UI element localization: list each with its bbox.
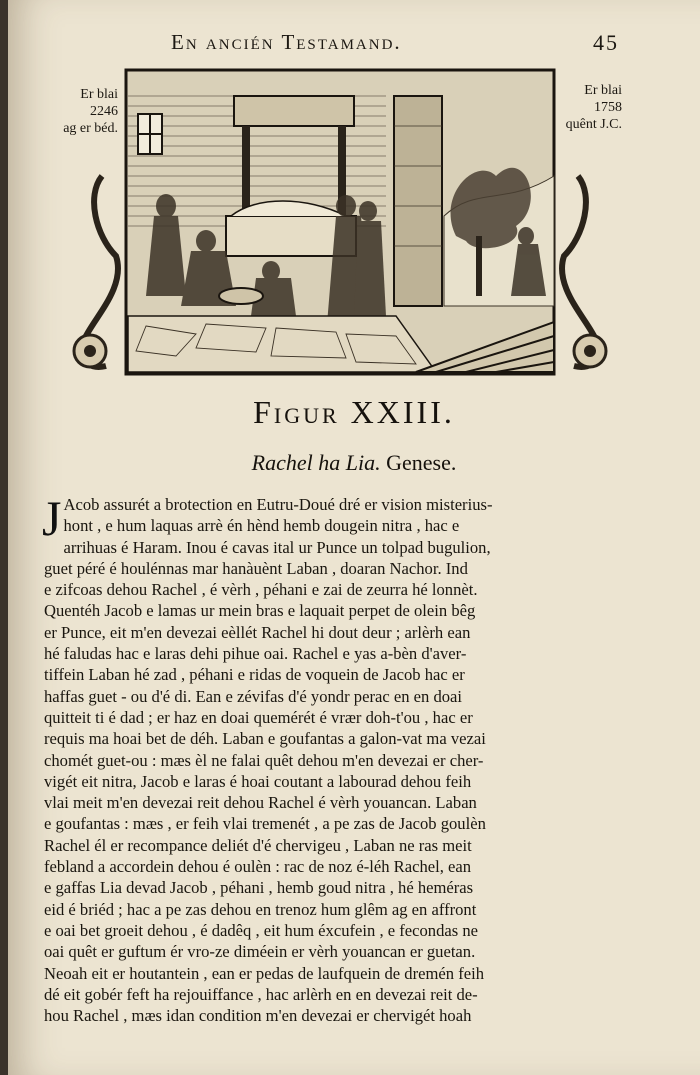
- body-line: hou Rachel , mæs idan condition m'en devezai er chervigét hoah: [44, 1006, 472, 1026]
- figure-title: Figur XXIII.: [253, 394, 455, 430]
- body-line: e goufantas : mæs , er feih vlai tremenét , a pe zas de Jacob goulèn: [44, 814, 486, 834]
- body-line: hé faludas hac e laras dehi pihue oai. Rachel e yas a-bèn d'aver-: [44, 644, 467, 664]
- basin: [219, 288, 263, 304]
- body-line: guet péré é houlénnas mar hanàuènt Laban , doaran Nachor. Ind: [44, 558, 468, 578]
- body-line: e gaffas Lia devad Jacob , péhani , hemb goud nitra , hé heméras: [44, 878, 474, 898]
- bed-canopy: [234, 96, 354, 126]
- side-note-line: Er blai: [80, 87, 118, 102]
- body-line: vigét eit nitra, Jacob e laras é hoai coutant a labourad dehou feih: [44, 771, 472, 791]
- body-lines: [42, 490, 620, 1026]
- body-line: tiffein Laban hé zad , péhani e ridas de voquein de Jacob hac er: [44, 665, 465, 685]
- body-line: febland a accordein dehou é oulèn : rac de noz é-léh Rachel, ean: [44, 857, 472, 877]
- body-line: requis ma hoai bet de déh. Laban e goufantas a galon-vat ma vezai: [44, 729, 486, 749]
- engraving-illustration: [56, 66, 624, 384]
- body-text: [42, 490, 620, 1026]
- side-note-line: ag er béd.: [63, 121, 118, 136]
- body-line: er Punce, eit m'en devezai eèllét Rachel hi dout deur ; arlèrh ean: [44, 622, 471, 642]
- side-note-line: quênt J.C.: [565, 117, 622, 132]
- body-line: Acob assurét a brotection en Eutru-Doué dré er vision misterius-: [63, 495, 493, 514]
- subtitle-plain: Genese.: [386, 450, 457, 475]
- body-line: arrihuas é Haram. Inou é cavas ital ur Punce un tolpad bugulion,: [63, 537, 491, 557]
- body-line: hont , e hum laquas arrè én hènd hemb dougein nitra , hac e: [63, 516, 460, 536]
- body-line: oai quêt er guftum ér vro-ze diméein er vèrh youancan er guetan.: [44, 942, 476, 962]
- side-note-line: 2246: [90, 104, 118, 119]
- body-line: Rachel él er recompance deliét d'é chervigeu , Laban ne ras meit: [44, 835, 472, 855]
- body-line: quitteit ti é dad ; er haz en doai quemérét é vrær doh-t'ou , hac er: [44, 707, 473, 727]
- body-line: e zifcoas dehou Rachel , é vèrh , péhani e zai de zeurra hé lonnèt.: [44, 580, 478, 600]
- book-page: [8, 0, 700, 1075]
- running-title: En ancién Testamand.: [171, 30, 402, 54]
- body-line: e oai bet groeit dehou , é dadêq , eit hum éxcufein , e fecondas ne: [44, 920, 479, 940]
- body-line: haffas guet - ou d'é di. Ean e zévifas d'é yondr perac en en doai: [44, 686, 463, 706]
- body-line: Quentéh Jacob e lamas ur mein bras e laquait perpet de olein bêg: [44, 601, 476, 621]
- drop-cap: J: [42, 490, 62, 546]
- subtitle-italic: Rachel ha Lia.: [251, 450, 381, 475]
- side-note-line: Er blai: [584, 83, 622, 98]
- running-head: [8, 28, 700, 58]
- body-line: vlai meit m'en devezai reit dehou Rachel é vèrh youancan. Laban: [44, 793, 477, 813]
- stone-wall: [394, 96, 442, 306]
- body-line: eid é briéd ; hac a pe zas dehou en trenoz hum glêm ag en affront: [44, 899, 477, 919]
- side-note-line: 1758: [594, 100, 622, 115]
- tiled-floor: [128, 316, 436, 372]
- body-line: chomét guet-ou : mæs èl ne falai quêt dehou m'en devezai er cher-: [44, 750, 484, 770]
- figure-subtitle: [8, 450, 700, 476]
- body-line: Neoah eit er houtantein , ean er pedas de laufquein de dremén feih: [44, 963, 485, 983]
- body-line: dé eit gobér feft ha rejouiffance , hac arlèrh en en devezai reit de-: [44, 984, 478, 1004]
- page-number: 45: [593, 30, 619, 55]
